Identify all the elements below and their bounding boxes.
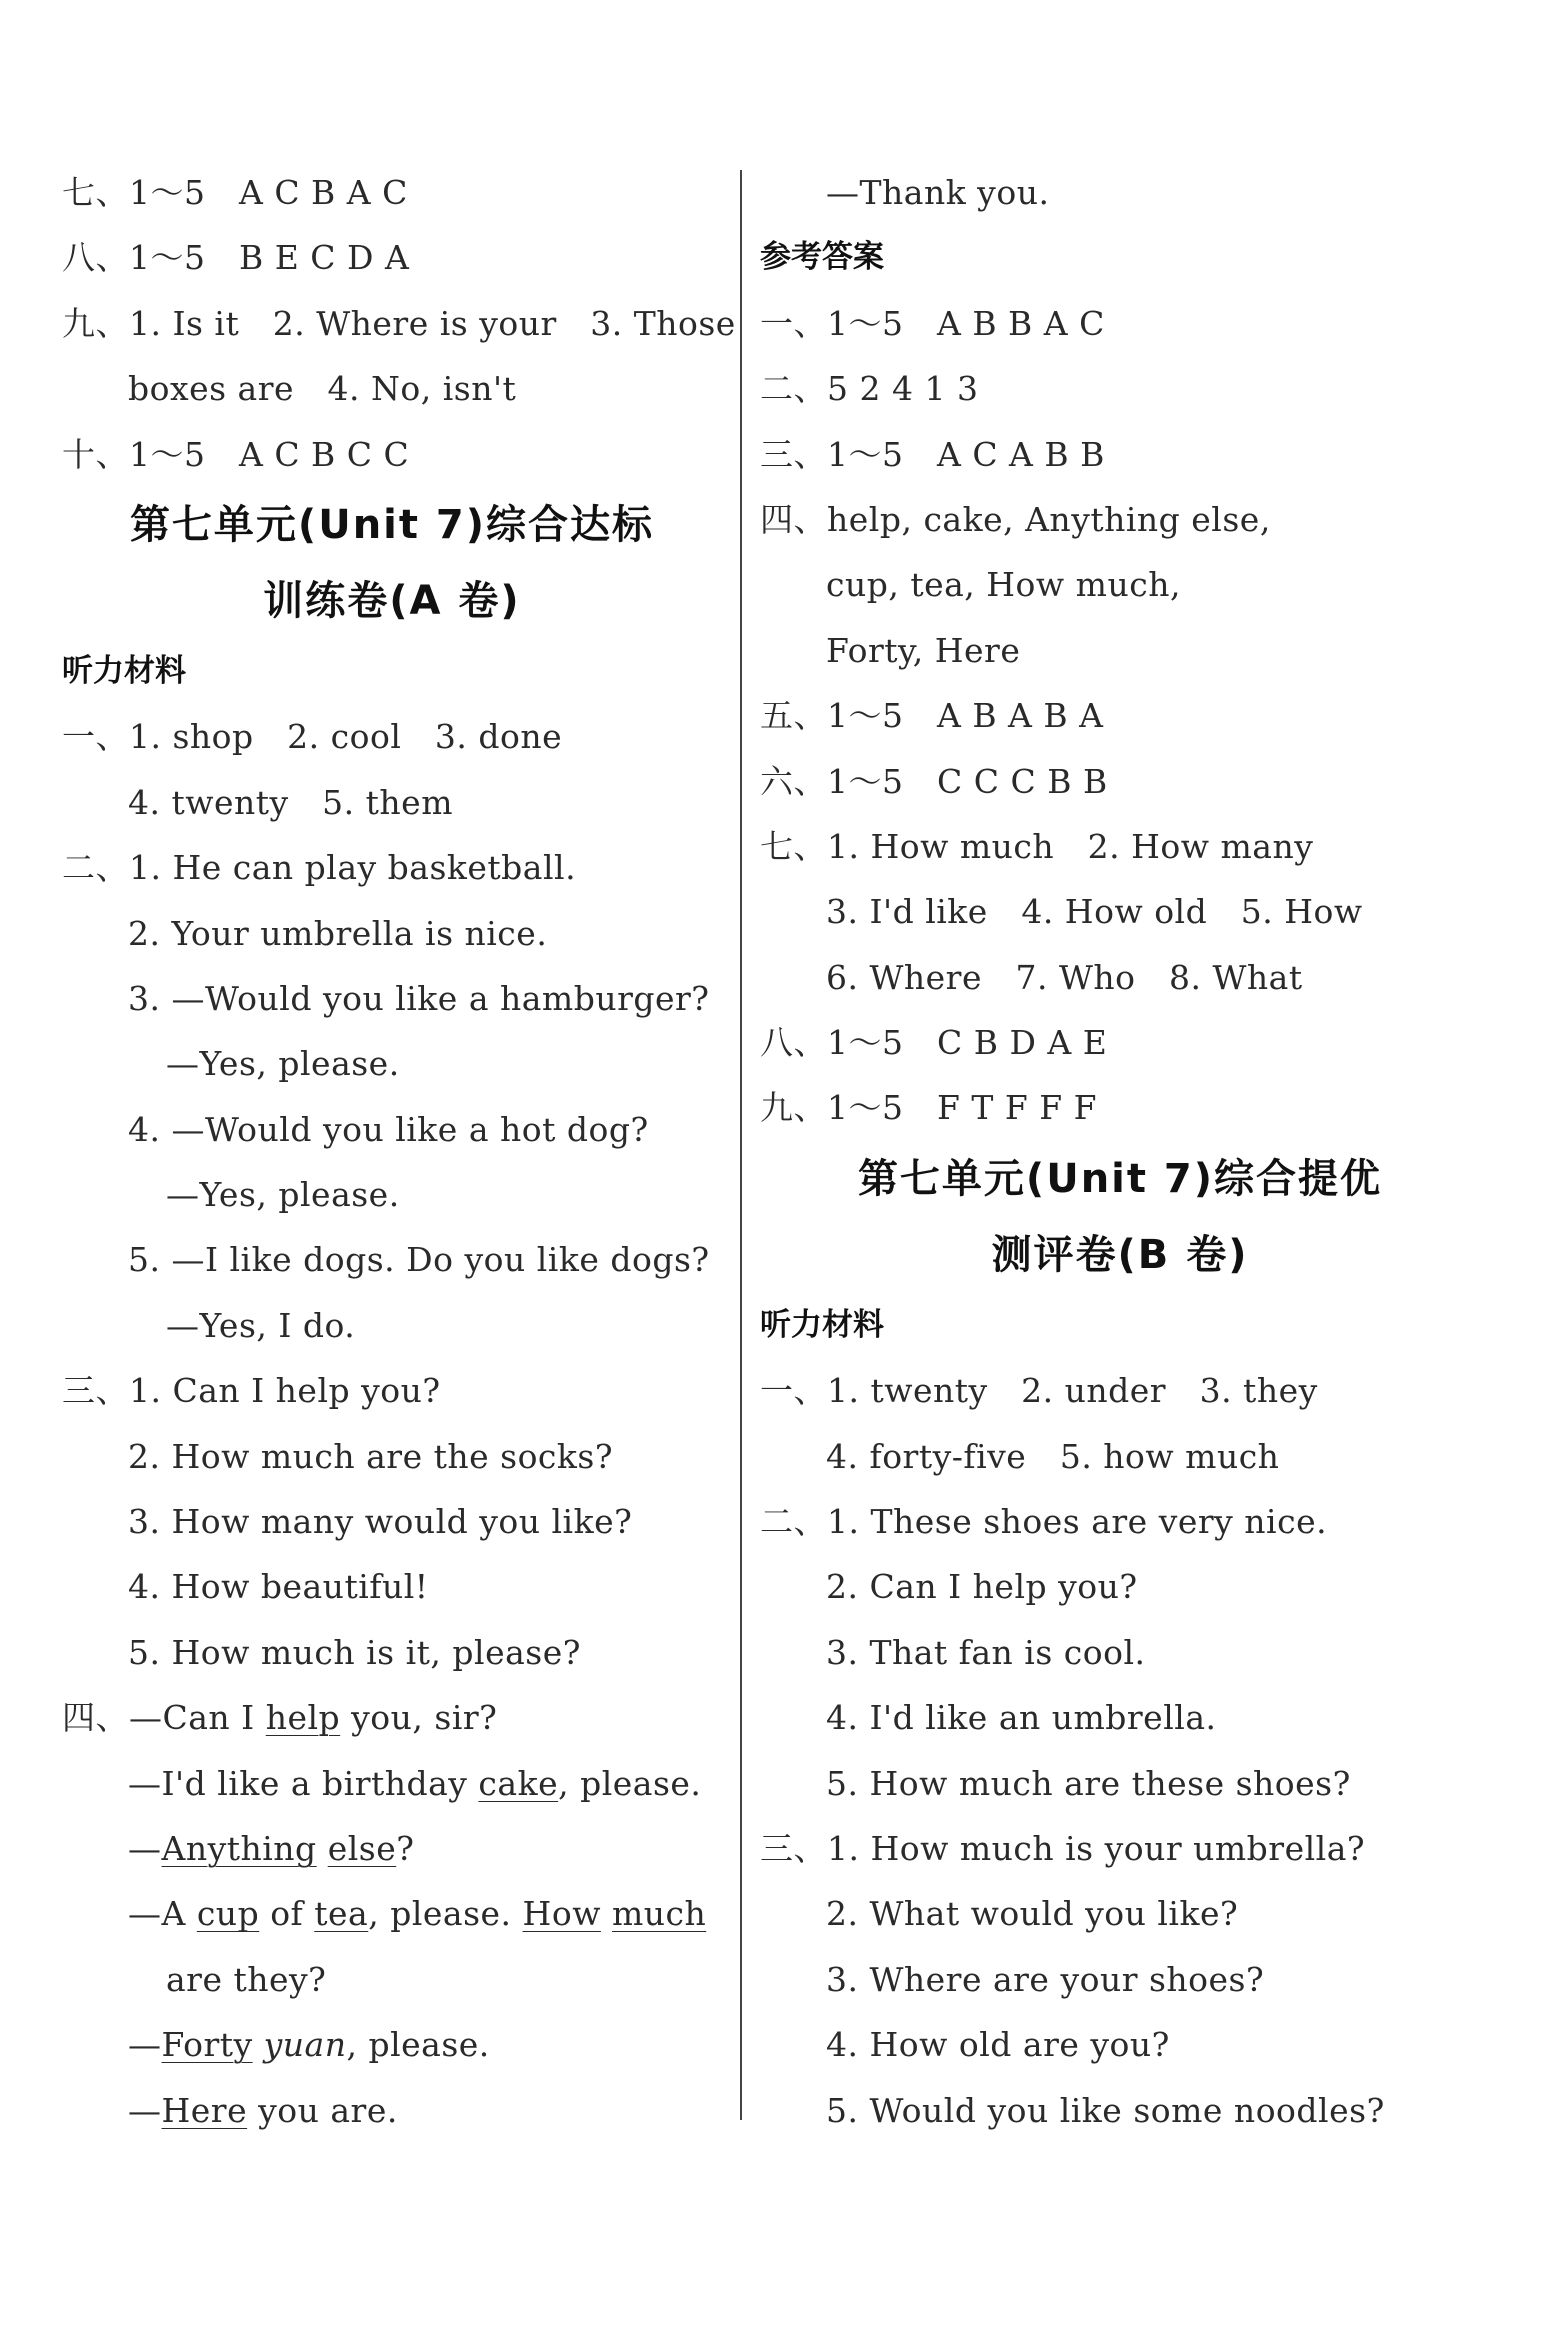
answer-line: —Yes, please.: [166, 1175, 400, 1215]
dialogue-text: —: [128, 2025, 162, 2065]
dialogue-line: [62, 1751, 722, 1816]
answer-line: 2. What would you like?: [826, 1894, 1239, 1934]
answer-line: 4. How old are you?: [826, 2025, 1170, 2065]
answer-line: 3. Where are your shoes?: [826, 1959, 1265, 1999]
dialogue-text: 四、—Can I: [62, 1698, 266, 1738]
dialogue-line: [62, 1816, 722, 1881]
answer-line: boxes are 4. No, isn't: [128, 369, 517, 409]
answer-line: 九、1～5 F T F F F: [760, 1088, 1098, 1128]
answer-line: 四、help, cake, Anything else,: [760, 499, 1271, 539]
dialogue-line: [62, 1881, 722, 1946]
dialogue-line: are they?: [166, 1959, 327, 1999]
answer-line: cup, tea, How much,: [826, 565, 1181, 605]
dialogue-text: you, sir?: [340, 1698, 498, 1738]
answer-line: 三、1～5 A C A B B: [760, 434, 1105, 474]
answer-line: 4. forty-five 5. how much: [826, 1436, 1280, 1476]
answer-line: Forty, Here: [826, 630, 1021, 670]
answer-line: 六、1～5 C C C B B: [760, 761, 1108, 801]
dialogue-line: —Thank you.: [826, 173, 1050, 212]
answer-line: 二、1. These shoes are very nice.: [760, 1502, 1328, 1542]
answer-line: 一、1. twenty 2. under 3. they: [760, 1371, 1318, 1411]
section-title: 第七单元(Unit 7)综合提优: [857, 1155, 1383, 1202]
answer-line: 3. That fan is cool.: [826, 1632, 1146, 1672]
dialogue-text: ?: [396, 1828, 415, 1868]
listening-label: 听力材料: [760, 1306, 884, 1343]
reference-answer-label: 参考答案: [760, 239, 884, 276]
dialogue-text: of: [259, 1894, 315, 1934]
answer-line: 2. Your umbrella is nice.: [128, 913, 548, 953]
blank-answer: help: [265, 1698, 341, 1738]
answer-line: —Yes, please.: [166, 1044, 400, 1084]
blank-answer: Here: [161, 2090, 248, 2130]
dialogue-text: , please.: [346, 2025, 490, 2065]
blank-answer: Forty: [161, 2025, 253, 2065]
column-divider: [740, 170, 742, 2120]
blank-answer: How: [522, 1894, 601, 1934]
dialogue-text: —I'd like a birthday: [128, 1763, 479, 1803]
dialogue-text: —: [128, 1828, 162, 1868]
dialogue-text: you are.: [247, 2090, 398, 2130]
answer-line: 5. Would you like some noodles?: [826, 2090, 1385, 2130]
blank-answer: Anything: [161, 1828, 317, 1868]
answer-line: 3. —Would you like a hamburger?: [128, 978, 710, 1018]
blank-answer: tea: [314, 1894, 369, 1934]
dialogue-text: , please.: [368, 1894, 523, 1934]
blank-answer: much: [611, 1894, 707, 1934]
answer-line: 十、1～5 A C B C C: [62, 434, 410, 474]
answer-line: 5. How much is it, please?: [128, 1632, 581, 1672]
answer-line: 七、1～5 A C B A C: [62, 173, 408, 212]
section-title: 训练卷(A 卷): [263, 577, 521, 624]
answer-line: 6. Where 7. Who 8. What: [826, 957, 1303, 997]
listening-label: 听力材料: [62, 652, 186, 689]
answer-line: 4. —Would you like a hot dog?: [128, 1109, 649, 1149]
dialogue-text: [317, 1829, 328, 1868]
answer-line: 二、1. He can play basketball.: [62, 848, 577, 888]
section-title: 测评卷(B 卷): [991, 1231, 1249, 1278]
blank-answer: else: [327, 1828, 397, 1868]
dialogue-text: —A: [128, 1894, 197, 1934]
right-column: [760, 160, 1480, 2143]
dialogue-line: [62, 2078, 722, 2143]
dialogue-line: [62, 2012, 722, 2077]
answer-line: 八、1～5 B E C D A: [62, 238, 410, 278]
answer-line: 3. How many would you like?: [128, 1502, 633, 1542]
answer-line: 5. —I like dogs. Do you like dogs?: [128, 1240, 710, 1280]
dialogue-text: —: [128, 2090, 162, 2130]
answer-line: 4. How beautiful!: [128, 1567, 429, 1607]
answer-line: 九、1. Is it 2. Where is your 3. Those: [62, 303, 736, 343]
dialogue-italic: yuan: [252, 2025, 347, 2065]
answer-line: 2. How much are the socks?: [128, 1436, 614, 1476]
answer-line: 4. twenty 5. them: [128, 782, 453, 822]
dialogue-text: [601, 1894, 612, 1933]
answer-line: 一、1～5 A B B A C: [760, 303, 1105, 343]
dialogue-text: , please.: [558, 1763, 702, 1803]
answer-line: 5. How much are these shoes?: [826, 1763, 1351, 1803]
blank-answer: cup: [196, 1894, 260, 1934]
answer-line: 三、1. Can I help you?: [62, 1371, 441, 1411]
dialogue-line: [62, 1685, 722, 1750]
section-title: 第七单元(Unit 7)综合达标: [129, 501, 655, 548]
answer-line: 4. I'd like an umbrella.: [826, 1698, 1217, 1738]
answer-line: 一、1. shop 2. cool 3. done: [62, 717, 563, 757]
answer-line: 八、1～5 C B D A E: [760, 1023, 1108, 1063]
answer-line: 二、5 2 4 1 3: [760, 369, 979, 409]
answer-line: 七、1. How much 2. How many: [760, 826, 1314, 866]
blank-answer: cake: [478, 1763, 559, 1803]
answer-line: 三、1. How much is your umbrella?: [760, 1828, 1366, 1868]
left-column: [62, 160, 736, 2143]
answer-line: 2. Can I help you?: [826, 1567, 1138, 1607]
answer-line: —Yes, I do.: [166, 1305, 356, 1345]
answer-line: 3. I'd like 4. How old 5. How: [826, 892, 1363, 932]
answer-line: 五、1～5 A B A B A: [760, 696, 1104, 736]
